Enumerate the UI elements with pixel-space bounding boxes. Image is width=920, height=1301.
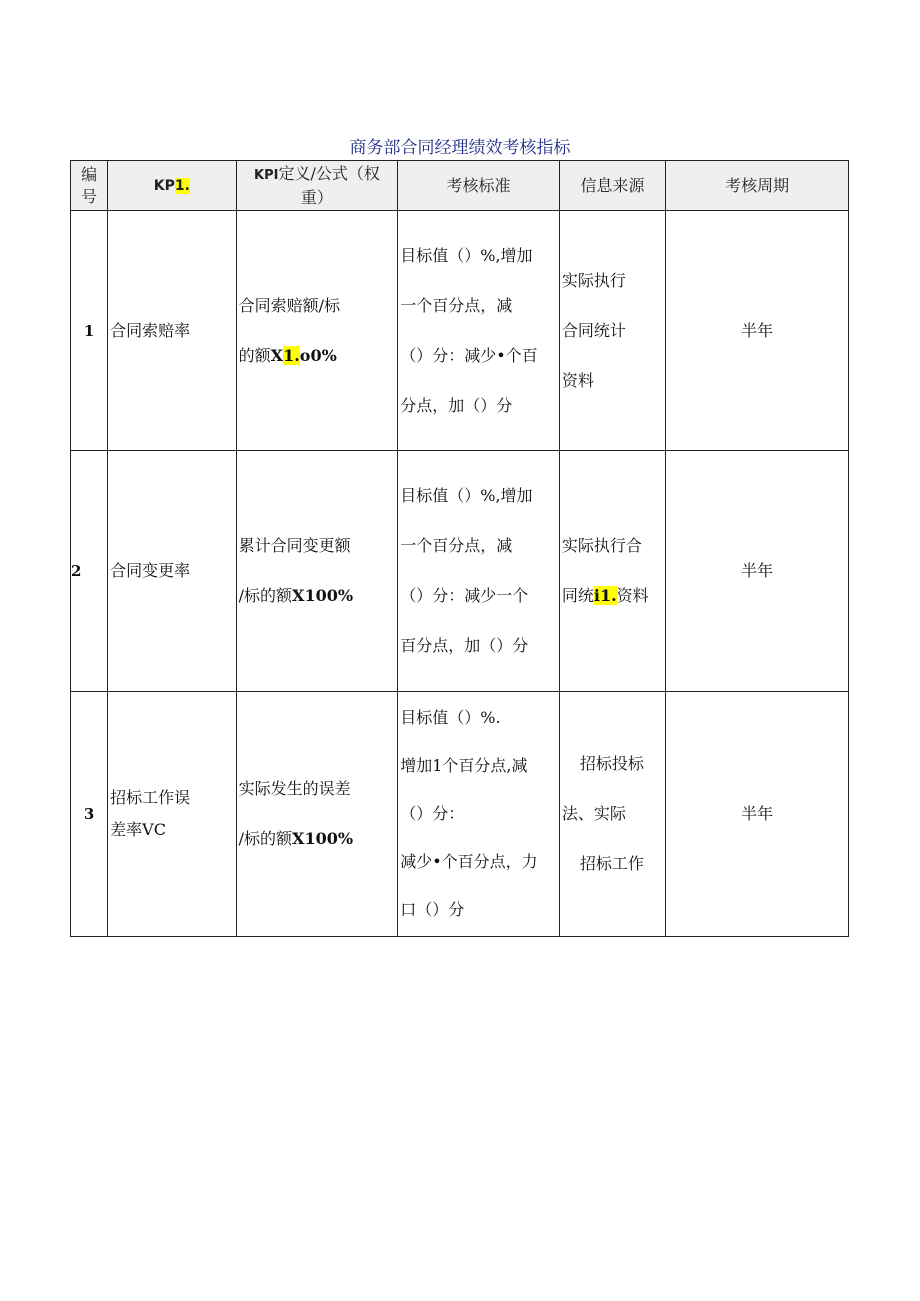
kpi-name: 合同变更率 xyxy=(108,451,236,692)
kpi-table xyxy=(70,160,849,937)
kpi-formula: 累计合同变更额 /标的额X100% xyxy=(236,451,398,692)
header-standard: 考核标准 xyxy=(398,161,560,211)
table-row xyxy=(71,692,849,937)
header-row xyxy=(71,161,849,211)
document-title: 商务部合同经理绩效考核指标 xyxy=(349,138,571,158)
kpi-standard: 目标值（）%. 增加1个百分点,减 （）分： 减少•个百分点，力 口（）分 xyxy=(398,692,560,937)
kpi-standard: 目标值（）%,增加 一个百分点，减 （）分：减少一个 百分点，加（）分 xyxy=(398,451,560,692)
kpi-source: 招标投标 法、实际 招标工作 xyxy=(559,692,665,937)
kpi-period: 半年 xyxy=(666,451,849,692)
row-number: 3 xyxy=(71,692,108,937)
row-number: 2 xyxy=(71,451,108,692)
kpi-source: 实际执行合 同统i1.资料 xyxy=(559,451,665,692)
header-kpi: KP1. xyxy=(108,161,236,211)
kpi-period: 半年 xyxy=(666,211,849,451)
kpi-name: 合同索赔率 xyxy=(108,211,236,451)
header-period: 考核周期 xyxy=(666,161,849,211)
kpi-name: 招标工作误 差率VC xyxy=(108,692,236,937)
header-definition: KPI定义/公式（权 重） xyxy=(236,161,398,211)
table-row xyxy=(71,451,849,692)
header-no: 编 号 xyxy=(71,161,108,211)
header-source: 信息来源 xyxy=(559,161,665,211)
kpi-standard: 目标值（）%,增加 一个百分点，减 （）分：减少•个百 分点，加（）分 xyxy=(398,211,560,451)
kpi-formula: 实际发生的误差 /标的额X100% xyxy=(236,692,398,937)
row-number: 1 xyxy=(71,211,108,451)
kpi-period: 半年 xyxy=(666,692,849,937)
kpi-source: 实际执行 合同统计 资料 xyxy=(559,211,665,451)
kpi-formula: 合同索赔额/标 的额X1.o0% xyxy=(236,211,398,451)
table-row xyxy=(71,211,849,451)
